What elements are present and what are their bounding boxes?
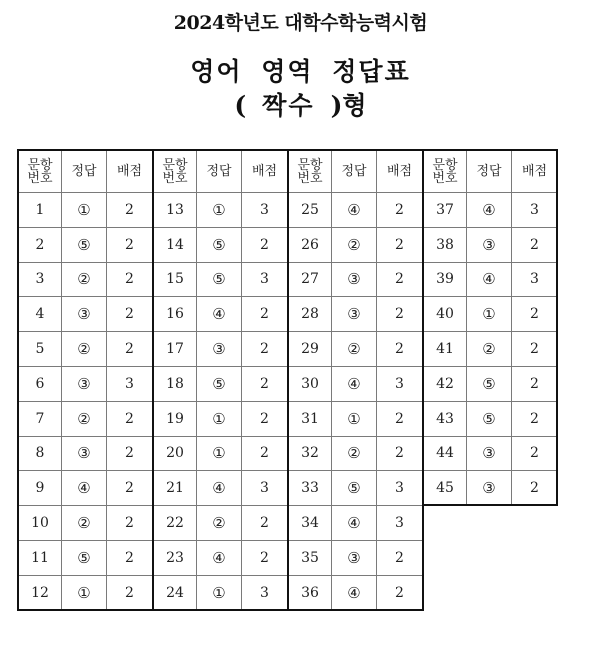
correct-answer: ② xyxy=(62,506,107,541)
question-number: 41 xyxy=(423,332,467,367)
correct-answer: ③ xyxy=(332,297,377,332)
points-value: 2 xyxy=(242,401,289,436)
points-value: 2 xyxy=(107,436,154,471)
header-question-number xyxy=(19,151,62,193)
question-number: 30 xyxy=(288,366,332,401)
header-label-line2: 번호 xyxy=(27,170,53,186)
question-number: 4 xyxy=(19,297,62,332)
points-value: 2 xyxy=(512,436,558,471)
correct-answer: ③ xyxy=(62,366,107,401)
table-row xyxy=(19,436,558,471)
empty-cell xyxy=(512,575,558,610)
points-value: 2 xyxy=(107,262,154,297)
correct-answer: ① xyxy=(197,401,242,436)
points-value: 2 xyxy=(242,297,289,332)
correct-answer: ④ xyxy=(332,575,377,610)
points-value: 2 xyxy=(107,506,154,541)
empty-cell xyxy=(512,506,558,541)
correct-answer: ③ xyxy=(467,436,512,471)
correct-answer: ④ xyxy=(467,193,512,228)
correct-answer: ④ xyxy=(332,193,377,228)
correct-answer: ④ xyxy=(467,262,512,297)
header-label-line1: 문항 xyxy=(162,157,188,173)
points-value: 2 xyxy=(512,332,558,367)
points-value: 3 xyxy=(242,193,289,228)
header-points: 배점 xyxy=(242,151,289,193)
points-value: 3 xyxy=(377,471,424,506)
exam-variant xyxy=(0,86,601,122)
question-number: 39 xyxy=(423,262,467,297)
header-label-line2: 번호 xyxy=(432,170,458,186)
correct-answer: ② xyxy=(62,332,107,367)
header-label-line1: 문항 xyxy=(27,157,53,173)
table-row xyxy=(19,366,558,401)
table-row xyxy=(19,332,558,367)
points-value: 2 xyxy=(377,193,424,228)
question-number: 5 xyxy=(19,332,62,367)
question-number: 20 xyxy=(153,436,197,471)
points-value: 2 xyxy=(242,332,289,367)
points-value: 2 xyxy=(377,401,424,436)
question-number: 22 xyxy=(153,506,197,541)
question-number: 9 xyxy=(19,471,62,506)
correct-answer: ① xyxy=(467,297,512,332)
correct-answer: ④ xyxy=(332,506,377,541)
question-number: 45 xyxy=(423,471,467,506)
question-number: 2 xyxy=(19,227,62,262)
points-value: 2 xyxy=(107,471,154,506)
correct-answer: ① xyxy=(197,193,242,228)
empty-cell xyxy=(467,506,512,541)
correct-answer: ③ xyxy=(332,262,377,297)
header-points: 배점 xyxy=(107,151,154,193)
variant-label: 짝수 xyxy=(262,91,315,120)
correct-answer: ⑤ xyxy=(197,366,242,401)
points-value: 3 xyxy=(512,262,558,297)
header-label-line2: 번호 xyxy=(162,170,188,186)
points-value: 2 xyxy=(107,540,154,575)
question-number: 42 xyxy=(423,366,467,401)
question-number: 18 xyxy=(153,366,197,401)
question-number: 40 xyxy=(423,297,467,332)
header-points: 배점 xyxy=(377,151,424,193)
question-number: 13 xyxy=(153,193,197,228)
correct-answer: ⑤ xyxy=(332,471,377,506)
question-number: 21 xyxy=(153,471,197,506)
table-header-row xyxy=(19,151,558,193)
correct-answer: ② xyxy=(332,436,377,471)
question-number: 31 xyxy=(288,401,332,436)
points-value: 2 xyxy=(377,575,424,610)
question-number: 11 xyxy=(19,540,62,575)
table-row xyxy=(19,297,558,332)
question-number: 15 xyxy=(153,262,197,297)
points-value: 2 xyxy=(377,436,424,471)
question-number: 12 xyxy=(19,575,62,610)
points-value: 2 xyxy=(242,506,289,541)
correct-answer: ⑤ xyxy=(62,540,107,575)
question-number: 19 xyxy=(153,401,197,436)
correct-answer: ⑤ xyxy=(197,262,242,297)
empty-cell xyxy=(512,540,558,575)
points-value: 2 xyxy=(512,227,558,262)
question-number: 16 xyxy=(153,297,197,332)
points-value: 2 xyxy=(242,366,289,401)
question-number: 23 xyxy=(153,540,197,575)
correct-answer: ④ xyxy=(332,366,377,401)
exam-title: 2024학년도 대학수학능력시험 xyxy=(173,12,428,34)
points-value: 3 xyxy=(377,506,424,541)
question-number: 17 xyxy=(153,332,197,367)
points-value: 2 xyxy=(512,366,558,401)
header-answer: 정답 xyxy=(467,151,512,193)
question-number: 27 xyxy=(288,262,332,297)
points-value: 2 xyxy=(512,297,558,332)
question-number: 1 xyxy=(19,193,62,228)
table-row xyxy=(19,506,558,541)
header-answer: 정답 xyxy=(62,151,107,193)
question-number: 28 xyxy=(288,297,332,332)
variant-close-paren: )형 xyxy=(330,91,367,120)
header-points: 배점 xyxy=(512,151,558,193)
points-value: 2 xyxy=(512,401,558,436)
correct-answer: ③ xyxy=(332,540,377,575)
question-number: 44 xyxy=(423,436,467,471)
header-question-number xyxy=(288,151,332,193)
correct-answer: ① xyxy=(197,575,242,610)
correct-answer: ② xyxy=(197,506,242,541)
correct-answer: ⑤ xyxy=(62,227,107,262)
points-value: 2 xyxy=(242,436,289,471)
points-value: 2 xyxy=(107,227,154,262)
correct-answer: ③ xyxy=(62,436,107,471)
correct-answer: ⑤ xyxy=(197,227,242,262)
question-number: 7 xyxy=(19,401,62,436)
question-number: 3 xyxy=(19,262,62,297)
question-number: 36 xyxy=(288,575,332,610)
header-question-number xyxy=(153,151,197,193)
question-number: 34 xyxy=(288,506,332,541)
question-number: 37 xyxy=(423,193,467,228)
correct-answer: ① xyxy=(197,436,242,471)
table-row xyxy=(19,193,558,228)
header-label-line2: 번호 xyxy=(297,170,323,186)
correct-answer: ② xyxy=(467,332,512,367)
correct-answer: ① xyxy=(62,193,107,228)
question-number: 25 xyxy=(288,193,332,228)
question-number: 6 xyxy=(19,366,62,401)
points-value: 2 xyxy=(377,227,424,262)
empty-cell xyxy=(467,575,512,610)
points-value: 3 xyxy=(377,366,424,401)
correct-answer: ① xyxy=(62,575,107,610)
points-value: 2 xyxy=(377,332,424,367)
points-value: 2 xyxy=(377,540,424,575)
table-row xyxy=(19,540,558,575)
correct-answer: ① xyxy=(332,401,377,436)
header-answer: 정답 xyxy=(197,151,242,193)
table-row xyxy=(19,575,558,610)
question-number: 38 xyxy=(423,227,467,262)
points-value: 3 xyxy=(242,471,289,506)
correct-answer: ③ xyxy=(62,297,107,332)
points-value: 2 xyxy=(107,401,154,436)
correct-answer: ② xyxy=(62,401,107,436)
points-value: 2 xyxy=(107,332,154,367)
points-value: 3 xyxy=(107,366,154,401)
correct-answer: ⑤ xyxy=(467,366,512,401)
points-value: 2 xyxy=(512,471,558,506)
correct-answer: ⑤ xyxy=(467,401,512,436)
table-row xyxy=(19,262,558,297)
points-value: 2 xyxy=(377,297,424,332)
points-value: 2 xyxy=(107,575,154,610)
table-row xyxy=(19,471,558,506)
header-answer: 정답 xyxy=(332,151,377,193)
correct-answer: ④ xyxy=(197,471,242,506)
question-number: 8 xyxy=(19,436,62,471)
answer-key-title: 영어 영역 정답표 xyxy=(190,57,411,86)
question-number: 10 xyxy=(19,506,62,541)
table-row xyxy=(19,401,558,436)
empty-cell xyxy=(423,540,467,575)
correct-answer: ③ xyxy=(467,227,512,262)
empty-cell xyxy=(423,506,467,541)
header-question-number xyxy=(423,151,467,193)
question-number: 29 xyxy=(288,332,332,367)
variant-open-paren: ( xyxy=(234,91,247,120)
empty-cell xyxy=(467,540,512,575)
correct-answer: ② xyxy=(62,262,107,297)
header-label-line1: 문항 xyxy=(432,157,458,173)
points-value: 2 xyxy=(107,297,154,332)
correct-answer: ③ xyxy=(467,471,512,506)
correct-answer: ④ xyxy=(62,471,107,506)
points-value: 2 xyxy=(242,540,289,575)
table-row xyxy=(19,227,558,262)
correct-answer: ② xyxy=(332,332,377,367)
points-value: 2 xyxy=(377,262,424,297)
header-label-line1: 문항 xyxy=(297,157,323,173)
points-value: 2 xyxy=(107,193,154,228)
correct-answer: ② xyxy=(332,227,377,262)
points-value: 3 xyxy=(512,193,558,228)
question-number: 24 xyxy=(153,575,197,610)
question-number: 26 xyxy=(288,227,332,262)
points-value: 3 xyxy=(242,262,289,297)
points-value: 3 xyxy=(242,575,289,610)
question-number: 32 xyxy=(288,436,332,471)
question-number: 33 xyxy=(288,471,332,506)
empty-cell xyxy=(423,575,467,610)
answer-key-table xyxy=(18,150,558,611)
correct-answer: ④ xyxy=(197,540,242,575)
question-number: 35 xyxy=(288,540,332,575)
correct-answer: ④ xyxy=(197,297,242,332)
points-value: 2 xyxy=(242,227,289,262)
correct-answer: ③ xyxy=(197,332,242,367)
question-number: 14 xyxy=(153,227,197,262)
question-number: 43 xyxy=(423,401,467,436)
